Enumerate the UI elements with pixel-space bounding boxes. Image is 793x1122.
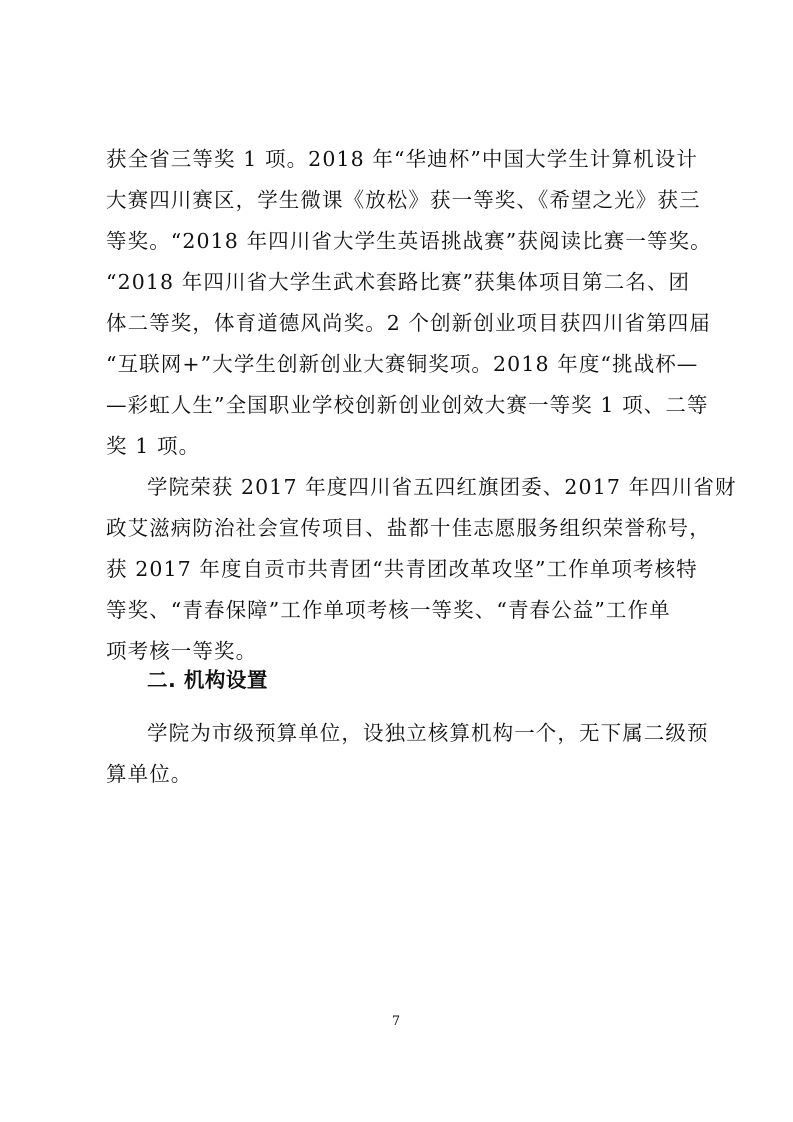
paragraph-1-line-4: “2018 年四川省大学生武术套路比赛”获集体项目第二名、团: [106, 270, 691, 294]
paragraph-1-line-6: “互联网+”大学生创新创业大赛铜奖项。2018 年度“挑战杯—: [106, 352, 699, 376]
paragraph-2-line-1: 学院荣获 2017 年度四川省五四红旗团委、2017 年四川省财: [147, 475, 737, 499]
paragraph-2-line-4: 等奖、“青春保障”工作单项考核一等奖、“青春公益”工作单: [106, 598, 671, 622]
paragraph-1-line-3: 等奖。“2018 年四川省大学生英语挑战赛”获阅读比赛一等奖。: [106, 229, 712, 253]
section-paragraph-line-1: 学院为市级预算单位，设独立核算机构一个，无下属二级预: [147, 721, 709, 745]
paragraph-1-line-1: 获全省三等奖 1 项。2018 年“华迪杯”中国大学生计算机设计: [106, 147, 698, 171]
paragraph-2-line-3: 获 2017 年度自贡市共青团“共青团改革攻坚”工作单项考核特: [106, 557, 698, 581]
paragraph-2-line-5: 项考核一等奖。: [106, 639, 258, 663]
page-number: 7: [391, 1014, 401, 1029]
paragraph-1-line-7: —彩虹人生”全国职业学校创新创业创效大赛一等奖 1 项、二等: [106, 393, 709, 417]
paragraph-1-line-5: 体二等奖，体育道德风尚奖。2 个创新创业项目获四川省第四届: [106, 311, 711, 335]
paragraph-1-line-8: 奖 1 项。: [106, 434, 201, 458]
section-heading: 二. 机构设置: [147, 668, 268, 692]
section-paragraph-line-2: 算单位。: [106, 762, 193, 786]
paragraph-2-line-2: 政艾滋病防治社会宣传项目、盐都十佳志愿服务组织荣誉称号，: [106, 516, 711, 540]
paragraph-1-line-2: 大赛四川赛区，学生微课《放松》获一等奖、《希望之光》获三: [106, 188, 701, 212]
